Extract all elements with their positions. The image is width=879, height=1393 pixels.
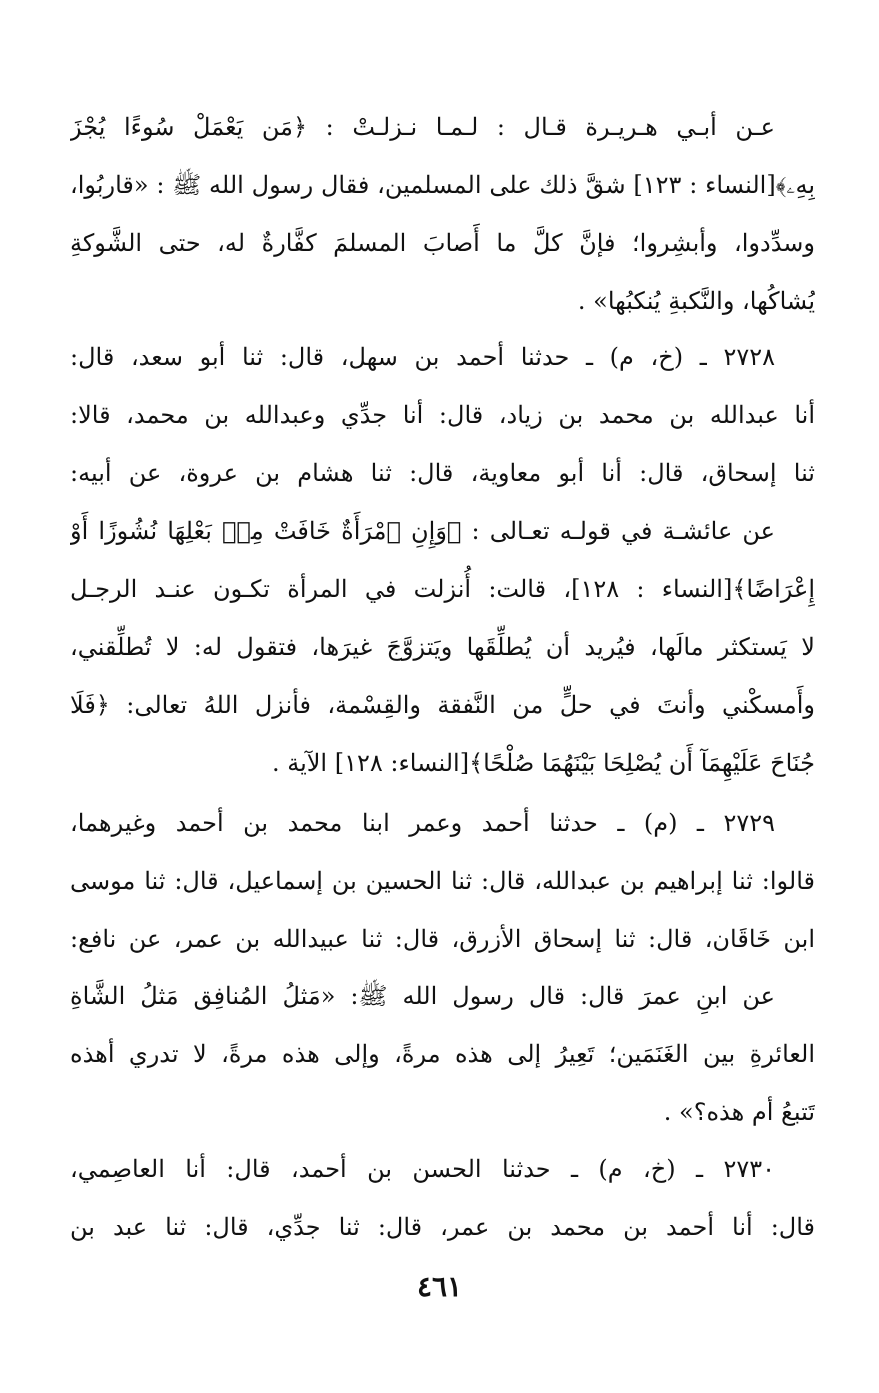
text-line: قال: أنا أحمد بن محمد بن عمر، قال: ثنا جدِّي، قال: ثنا عبد بن <box>70 1213 815 1241</box>
isnad-2729 <box>70 794 815 968</box>
text-line: قالوا: ثنا إبراهيم بن عبدالله، قال: ثنا الحسين بن إسماعيل، قال: ثنا موسى <box>70 867 815 895</box>
text-line: ٢٧٢٨ ـ (خ، م) ـ حدثنا أحمد بن سهل، قال: ثنا أبو سعد، قال: <box>70 343 775 371</box>
text-line: يُشاكُها، والنَّكبةِ يُنكبُها» . <box>577 287 815 315</box>
hadith-text-aisha <box>70 502 815 792</box>
text-line: عن عائشـة في قولـه تعـالى : ﴿وَإِنِ ٱمْرَأَةٌ خَافَتْ مِنۢ بَعْلِهَا نُشُوزًا أَوْ <box>70 517 775 545</box>
isnad-2728 <box>70 328 815 502</box>
text-line: وأَمسكْني وأنتَ في حلٍّ من النَّفقة والقِسْمة، فأنزل اللهُ تعالى: ﴿فَلَا <box>70 691 815 719</box>
text-line: لا يَستكثر مالَها، فيُريد أن يُطلِّقَها ويَتزوَّجَ غيرَها، فتقول له: لا تُطلِّقني، <box>70 633 815 661</box>
text-line: جُنَاحَ عَلَيْهِمَآ أَن يُصْلِحَا بَيْنَهُمَا صُلْحًا﴾[النساء: ١٢٨] الآية . <box>271 749 815 777</box>
text-line: وسدِّدوا، وأبشِروا؛ فإنَّ كلَّ ما أَصابَ المسلمَ كفَّارةٌ له، حتى الشَّوكةِ <box>70 229 815 257</box>
hadith-text-ibn-umar <box>70 967 815 1141</box>
text-line: ٢٧٢٩ ـ (م) ـ حدثنا أحمد وعمر ابنا محمد بن أحمد وغيرهما، <box>70 809 775 837</box>
text-line: إِعْرَاضًا﴾[النساء : ١٢٨]، قالت: أُنزلت في المرأة تكـون عنـد الرجـل <box>70 575 815 603</box>
hadith-text-abu-hurayra <box>70 98 815 330</box>
text-line: ٢٧٣٠ ـ (خ، م) ـ حدثنا الحسن بن أحمد، قال: أنا العاصِمي، <box>70 1155 776 1183</box>
text-line: تَتبعُ أم هذه؟» . <box>663 1098 815 1126</box>
text-line: ثنا إسحاق، قال: أنا أبو معاوية، قال: ثنا هشام بن عروة، عن أبيه: <box>70 459 815 487</box>
text-line: أنا عبدالله بن محمد بن زياد، قال: أنا جدِّي وعبدالله بن محمد، قالا: <box>70 401 815 429</box>
text-line: عـن أبـي هـريـرة قـال : لـمـا نـزلـتْ : ﴿مَن يَعْمَلْ سُوءًا يُجْزَ <box>70 113 775 141</box>
page-number: ٤٦١ <box>416 1270 463 1303</box>
text-line: عن ابنِ عمرَ قال: قال رسول الله ﷺ: «مَثلُ المُنافِق مَثلُ الشَّاةِ <box>70 982 775 1010</box>
text-line: بِهِۦ﴾[النساء : ١٢٣] شقَّ ذلك على المسلمين، فقال رسول الله ﷺ : «قاربُوا، <box>70 171 815 199</box>
isnad-2730 <box>70 1140 815 1256</box>
text-line: ابن خَاقَان، قال: ثنا إسحاق الأزرق، قال: ثنا عبيدالله بن عمر، عن نافع: <box>70 925 815 953</box>
text-line: العائرةِ بين الغَنَمَين؛ تَعِيرُ إلى هذه مرةً، وإلى هذه مرةً، لا تدري أهذه <box>70 1040 815 1068</box>
